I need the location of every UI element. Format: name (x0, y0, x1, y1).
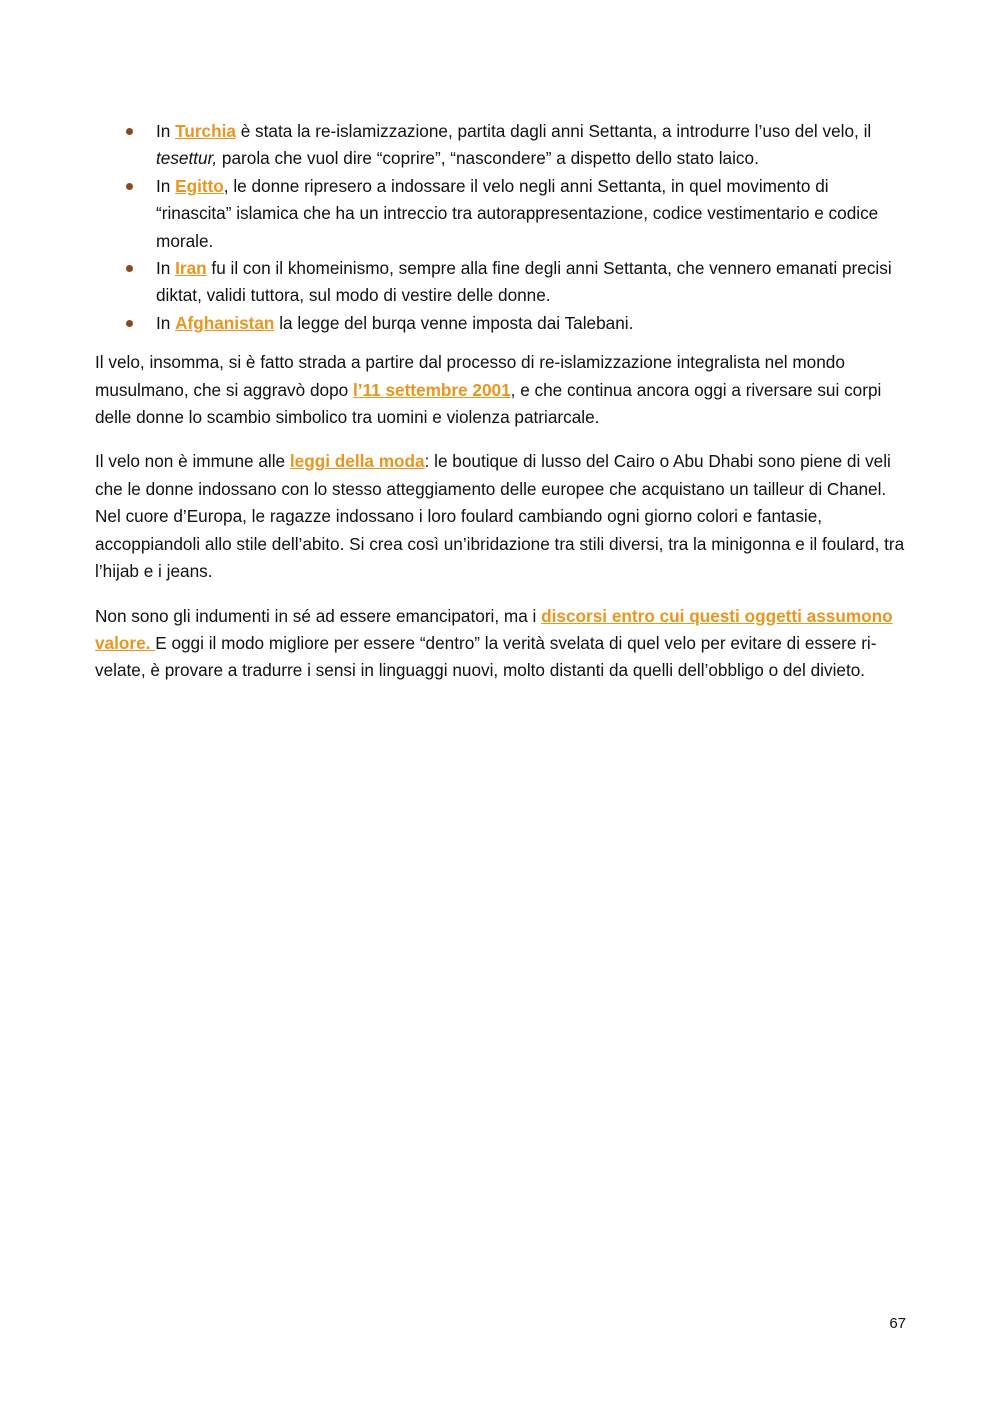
list-item (95, 255, 907, 310)
paragraph-velo-integralismo (95, 349, 907, 431)
page-content (95, 118, 907, 702)
bullet-prefix: In (156, 121, 176, 141)
bullet-text: parola che vuol dire “coprire”, “nascondere” a dispetto dello stato laico. (217, 148, 759, 169)
link-turchia[interactable]: Turchia (175, 121, 236, 141)
paragraph-text: Il velo, insomma, si è fatto strada a partire dal processo di re-islamizzazione integralista nel mondo musulmano, che si aggravò dopo (95, 352, 845, 400)
link-leggi-della-moda[interactable]: leggi della moda (289, 451, 425, 472)
paragraph-text: : le boutique di lusso del Cairo o Abu Dhabi sono piene di veli che le donne indossano con lo stesso atteggiamento delle europee che acquistano un tailleur di Chanel. Nel cuore d’Europa, le ragazze indossano i loro foulard cambiando ogni giorno colori e fantasie, accoppiandoli allo stile dell’abito. Si crea così un’ibridazione tra stili diversi, tra la minigonna e il foulard, tra l’hijab e i jeans. (95, 451, 905, 582)
list-item (95, 118, 907, 173)
bullet-dot-icon (126, 128, 133, 135)
bullet-prefix: In (156, 312, 176, 333)
list-item (95, 173, 907, 255)
list-item (95, 310, 907, 337)
bullet-dot-icon (126, 265, 133, 272)
bullet-text: la legge del burqa venne imposta dai Talebani. (274, 312, 634, 333)
link-afghanistan[interactable]: Afghanistan (175, 312, 275, 333)
link-11-settembre[interactable]: l’11 settembre 2001 (352, 379, 511, 400)
paragraph-text: , e che continua ancora oggi a riversare sui corpi delle donne lo scambio simbolico tra uomini e violenza patriarcale. (95, 379, 882, 428)
bullet-italic-term: tesettur, (156, 148, 218, 169)
bullet-text: , le donne ripresero a indossare il velo negli anni Settanta, in quel movimento di “rinascita” islamica che ha un intreccio tra autorappresentazione, codice vestimentario e codice morale. (156, 175, 879, 251)
bullet-prefix: In (156, 258, 176, 279)
link-discorsi[interactable]: discorsi entro cui questi oggetti assumono valore. (95, 605, 893, 653)
paragraph-text: E oggi il modo migliore per essere “dentro” la verità svelata di quel velo per evitare di essere ri-velate, è provare a tradurre i sensi in linguaggi nuovi, molto distanti da quelli dell’obbligo o del divieto. (95, 632, 877, 681)
bullet-dot-icon (126, 183, 133, 190)
country-bullet-list (95, 118, 907, 337)
paragraph-text: Il velo non è immune alle (95, 451, 290, 472)
page-number: 67 (889, 1315, 906, 1332)
link-iran[interactable]: Iran (175, 258, 207, 279)
bullet-dot-icon (126, 320, 133, 327)
link-egitto[interactable]: Egitto (175, 175, 224, 196)
paragraph-velo-moda (95, 448, 907, 585)
paragraph-text: Non sono gli indumenti in sé ad essere emancipatori, ma i (95, 605, 542, 626)
bullet-text: è stata la re-islamizzazione, partita dagli anni Settanta, a introdurre l’uso del velo, il (235, 121, 872, 141)
paragraph-indumenti-emancipatori (95, 603, 907, 685)
bullet-text: fu il con il khomeinismo, sempre alla fine degli anni Settanta, che vennero emanati precisi diktat, validi tuttora, sul modo di vestire delle donne. (156, 258, 892, 306)
bullet-prefix: In (156, 175, 176, 196)
